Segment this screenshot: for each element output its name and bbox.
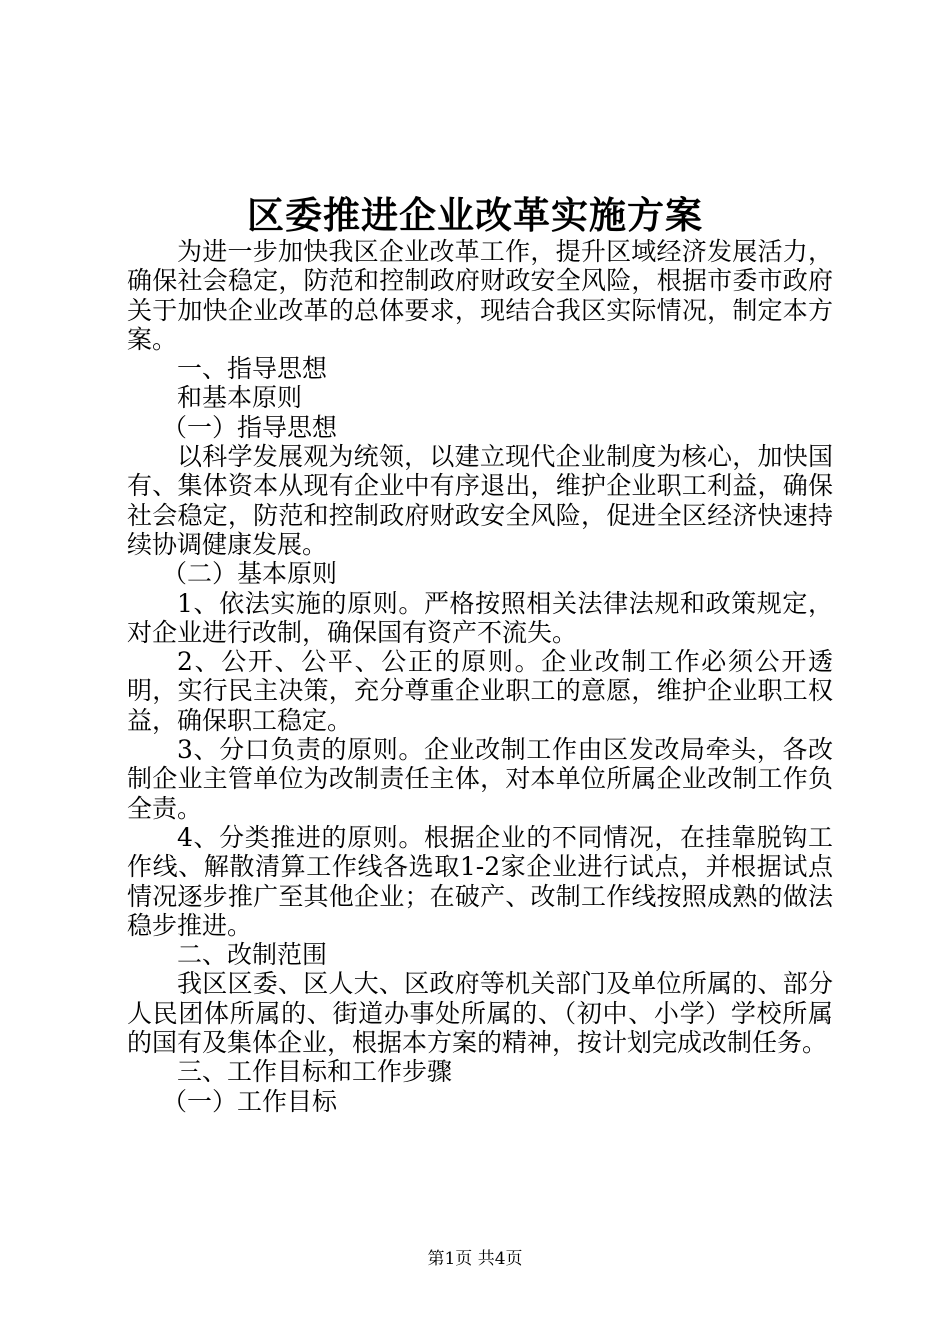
- heading-reform-scope: 二、改制范围: [177, 940, 328, 970]
- paragraph-principle-2: 2、公开、公平、公正的原则。企业改制工作必须公开透明，实行民主决策，充分尊重企业职工的意愿，维护企业职工权益，确保职工稳定。: [127, 647, 833, 735]
- heading-basic-principles: 和基本原则: [177, 383, 303, 413]
- subheading-work-goals: （一）工作目标: [162, 1086, 338, 1116]
- subheading-guiding-thought: （一）指导思想: [162, 412, 338, 442]
- paragraph-principle-3: 3、分口负责的原则。企业改制工作由区发改局牵头，各改制企业主管单位为改制责任主体，对本单位所属企业改制工作负全责。: [127, 735, 833, 823]
- heading-guiding-thought: 一、指导思想: [177, 354, 328, 384]
- paragraph-principle-4: 4、分类推进的原则。根据企业的不同情况，在挂靠脱钩工作线、解散清算工作线各选取1-2家企业进行试点，并根据试点情况逐步推广至其他企业；在破产、改制工作线按照成熟的做法稳步推进。: [127, 822, 833, 940]
- paragraph-principle-1: 1、依法实施的原则。严格按照相关法律法规和政策规定，对企业进行改制，确保国有资产不流失。: [127, 588, 833, 647]
- document-body: [127, 237, 833, 1116]
- paragraph-reform-scope: 我区区委、区人大、区政府等机关部门及单位所属的、部分人民团体所属的、街道办事处所属的、（初中、小学）学校所属的国有及集体企业，根据本方案的精神，按计划完成改制任务。: [127, 969, 833, 1058]
- paragraph-intro: 为进一步加快我区企业改革工作，提升区域经济发展活力，确保社会稳定，防范和控制政府财政安全风险，根据市委市政府关于加快企业改革的总体要求，现结合我区实际情况，制定本方案。: [127, 237, 833, 354]
- heading-goals-and-steps: 三、工作目标和工作步骤: [177, 1057, 453, 1087]
- page-footer: 第1页 共4页: [427, 1249, 523, 1269]
- document-title: 区委推进企业改革实施方案: [247, 194, 703, 237]
- paragraph-guiding-thought: 以科学发展观为统领，以建立现代企业制度为核心，加快国有、集体资本从现有企业中有序退出，维护企业职工利益，确保社会稳定，防范和控制政府财政安全风险，促进全区经济快速持续协调健康发展。: [127, 442, 833, 559]
- subheading-basic-principles: （二）基本原则: [162, 559, 338, 589]
